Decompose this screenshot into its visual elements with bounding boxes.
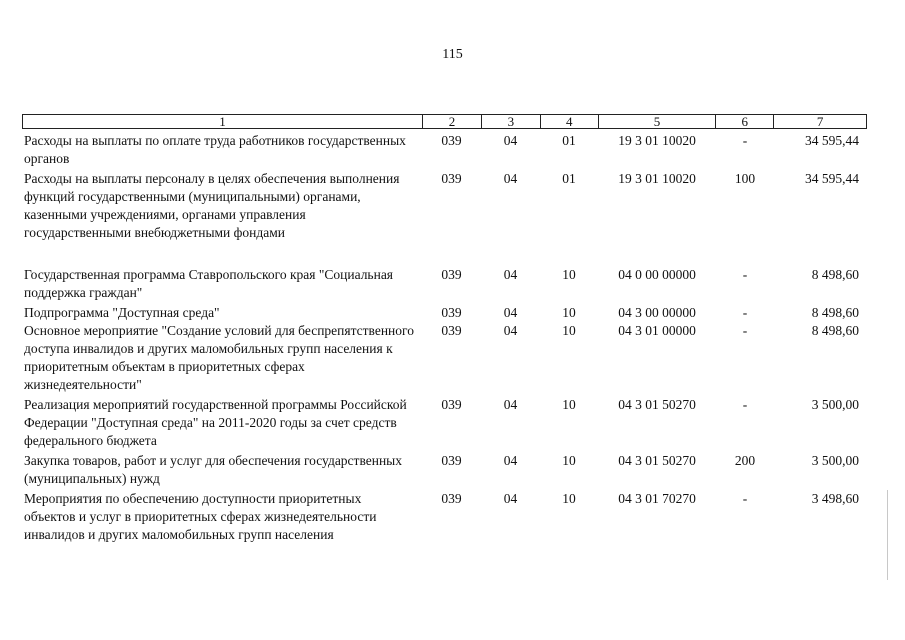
row-col-2: 039 <box>441 491 462 506</box>
row-col-6: - <box>742 133 748 148</box>
scan-edge-line <box>887 490 888 580</box>
row-amount: 34 595,44 <box>805 133 859 148</box>
row-amount: 3 500,00 <box>811 397 859 412</box>
table-body <box>22 132 867 544</box>
row-col-6: - <box>742 397 748 412</box>
header-col-4: 4 <box>540 115 598 128</box>
header-col-3: 3 <box>481 115 540 128</box>
header-col-2: 2 <box>422 115 481 128</box>
row-col-3: 04 <box>503 133 518 148</box>
row-col-2: 039 <box>441 267 462 282</box>
table-row <box>22 490 867 544</box>
table-row <box>22 266 867 302</box>
row-col-2: 039 <box>441 133 462 148</box>
row-col-6: - <box>742 323 748 338</box>
row-col-4: 10 <box>562 305 576 320</box>
row-col-3: 04 <box>503 453 518 468</box>
row-col-6: - <box>742 267 748 282</box>
row-amount: 8 498,60 <box>811 267 859 282</box>
row-col-5: 19 3 01 10020 <box>618 171 696 186</box>
row-col-4: 10 <box>562 491 576 506</box>
row-col-4: 10 <box>562 397 576 412</box>
row-name: Подпрограмма "Доступная среда" <box>24 305 220 320</box>
row-col-5: 04 3 01 50270 <box>618 397 696 412</box>
row-col-4: 10 <box>562 267 576 282</box>
table-row <box>22 304 867 322</box>
row-name: Закупка товаров, работ и услуг для обеспечения государственных (муниципальных) нужд <box>24 453 403 486</box>
page-number: 115 <box>442 47 463 62</box>
row-col-2: 039 <box>441 323 462 338</box>
row-col-6: 200 <box>734 453 756 468</box>
table-row <box>22 396 867 450</box>
row-col-6: - <box>742 305 748 320</box>
table-row <box>22 322 867 394</box>
row-name: Расходы на выплаты по оплате труда работников государственных органов <box>24 133 406 166</box>
row-col-6: 100 <box>734 171 756 186</box>
row-amount: 3 500,00 <box>811 453 859 468</box>
row-name: Реализация мероприятий государственной программы Российской Федерации "Доступная среда" на 2011-2020 годы за счет средств федерального бюджета <box>24 397 407 448</box>
row-amount: 8 498,60 <box>811 323 859 338</box>
row-name: Расходы на выплаты персоналу в целях обеспечения выполнения функций государственными (муниципальными) органами, казенными учреждениями, органами управления государственными внебюджетными фондами <box>24 171 400 240</box>
table-header <box>22 114 867 129</box>
row-col-2: 039 <box>441 305 462 320</box>
row-col-2: 039 <box>441 171 462 186</box>
row-col-6: - <box>742 491 748 506</box>
row-col-5: 04 3 01 50270 <box>618 453 696 468</box>
row-col-4: 10 <box>562 453 576 468</box>
row-col-4: 01 <box>562 171 576 186</box>
row-col-2: 039 <box>441 453 462 468</box>
row-col-3: 04 <box>503 171 518 186</box>
row-col-2: 039 <box>441 397 462 412</box>
row-amount: 34 595,44 <box>805 171 859 186</box>
row-col-5: 04 0 00 00000 <box>618 267 696 282</box>
row-col-3: 04 <box>503 323 518 338</box>
header-col-7: 7 <box>773 115 866 128</box>
row-name: Государственная программа Ставропольского края "Социальная поддержка граждан" <box>24 267 394 300</box>
row-col-3: 04 <box>503 305 518 320</box>
row-col-4: 10 <box>562 323 576 338</box>
row-col-5: 04 3 01 70270 <box>618 491 696 506</box>
row-name: Мероприятия по обеспечению доступности приоритетных объектов и услуг в приоритетных сферах жизнедеятельности инвалидов и других маломобильных групп населения <box>24 491 377 542</box>
row-col-5: 04 3 01 00000 <box>618 323 696 338</box>
row-col-5: 19 3 01 10020 <box>618 133 696 148</box>
row-col-3: 04 <box>503 267 518 282</box>
row-col-5: 04 3 00 00000 <box>618 305 696 320</box>
table-row <box>22 132 867 168</box>
row-amount: 8 498,60 <box>811 305 859 320</box>
row-col-4: 01 <box>562 133 576 148</box>
row-name: Основное мероприятие "Создание условий для беспрепятственного доступа инвалидов и других маломобильных групп населения к приоритетным объектам в приоритетных сферах жизнедеятельности" <box>24 323 414 392</box>
table-row <box>22 452 867 488</box>
row-col-3: 04 <box>503 397 518 412</box>
header-col-5: 5 <box>598 115 716 128</box>
table-row <box>22 170 867 242</box>
row-amount: 3 498,60 <box>811 491 859 506</box>
header-col-6: 6 <box>715 115 773 128</box>
row-col-3: 04 <box>503 491 518 506</box>
header-col-1: 1 <box>219 114 226 129</box>
